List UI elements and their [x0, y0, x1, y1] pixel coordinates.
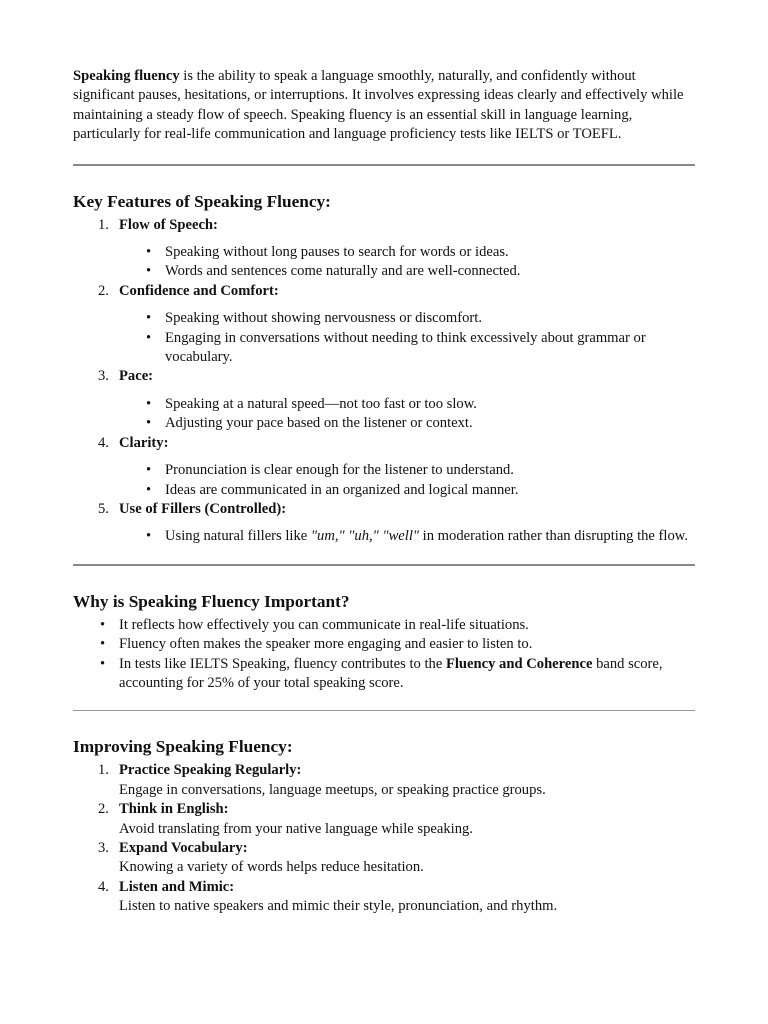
improve-desc: Knowing a variety of words helps reduce hesitation. [119, 859, 424, 876]
list-number: 2. [98, 282, 109, 299]
improve-desc: Listen to native speakers and mimic their style, pronunciation, and rhythm. [119, 898, 558, 915]
list-number: 3. [98, 839, 109, 856]
list-number: 1. [98, 762, 109, 779]
bullet-icon: • [100, 616, 106, 633]
list-item: • Adjusting your pace based on the listener or context. [165, 414, 695, 433]
list-item: • Words and sentences come naturally and are well-connected. [165, 262, 695, 281]
feature-item [73, 282, 695, 368]
improve-item [73, 878, 695, 917]
bullet-icon: • [146, 395, 152, 412]
bullet-icon: • [100, 655, 106, 672]
divider [73, 710, 695, 711]
feature-points [119, 461, 695, 500]
list-item: • It reflects how effectively you can communicate in real-life situations. [119, 616, 699, 635]
list-item: • Pronunciation is clear enough for the listener to understand. [165, 461, 695, 480]
bullet-icon: • [100, 636, 106, 653]
bullet-icon: • [146, 528, 152, 545]
improve-item [73, 761, 695, 800]
features-heading: Key Features of Speaking Fluency: [73, 191, 331, 211]
list-item: • Ideas are communicated in an organized and logical manner. [165, 481, 695, 500]
bullet-icon: • [146, 263, 152, 280]
list-item: • Speaking at a natural speed—not too fast or too slow. [165, 395, 695, 414]
feature-title: Flow of Speech: [119, 216, 218, 233]
feature-item [73, 434, 695, 500]
bullet-icon: • [146, 415, 152, 432]
list-item: • Speaking without showing nervousness or discomfort. [165, 309, 695, 328]
divider [73, 164, 695, 166]
feature-points [119, 243, 695, 282]
feature-title: Clarity: [119, 434, 169, 451]
feature-points [119, 527, 695, 546]
feature-title: Use of Fillers (Controlled): [119, 500, 287, 517]
divider [73, 564, 695, 566]
list-item: • In tests like IELTS Speaking, fluency contributes to the Fluency and Coherence band score, accounting for 25% of your total speaking score. [100, 655, 663, 691]
improve-title: Listen and Mimic: [119, 878, 235, 895]
list-item: • Fluency often makes the speaker more engaging and easier to listen to. [119, 635, 699, 654]
improve-item [73, 800, 695, 839]
list-number: 4. [98, 434, 109, 451]
feature-points [119, 309, 695, 367]
list-item: • Using natural fillers like "um," "uh," "well" in moderation rather than disrupting the flow. [165, 527, 695, 546]
feature-item [73, 367, 695, 433]
features-list [73, 216, 695, 547]
feature-item [73, 500, 695, 547]
why-heading: Why is Speaking Fluency Important? [73, 591, 350, 611]
improve-title: Think in English: [119, 801, 229, 818]
list-number: 4. [98, 878, 109, 895]
fluency-coherence-term: Fluency and Coherence [445, 655, 593, 672]
why-list [73, 616, 699, 694]
list-number: 2. [98, 801, 109, 818]
intro-term: Speaking fluency [73, 68, 180, 84]
improve-list [73, 761, 695, 916]
bullet-icon: • [146, 244, 152, 261]
feature-title: Confidence and Comfort: [119, 282, 279, 299]
intro-paragraph [73, 67, 688, 145]
list-number: 3. [98, 368, 109, 385]
feature-item [73, 216, 695, 282]
list-number: 5. [98, 500, 109, 517]
feature-title: Pace: [119, 368, 154, 385]
improve-item [73, 839, 695, 878]
bullet-icon: • [146, 310, 152, 327]
list-number: 1. [98, 216, 109, 233]
list-item: • Speaking without long pauses to search for words or ideas. [165, 243, 695, 262]
improve-title: Practice Speaking Regularly: [119, 762, 302, 779]
improve-heading: Improving Speaking Fluency: [73, 737, 293, 757]
bullet-icon: • [146, 329, 152, 346]
filler-examples: "um," "uh," "well" [310, 528, 420, 545]
feature-points [119, 395, 695, 434]
improve-desc: Engage in conversations, language meetups, or speaking practice groups. [119, 781, 546, 798]
bullet-icon: • [146, 462, 152, 479]
intro-text: is the ability to speak a language smoothly, naturally, and confidently without significant pauses, hesitations, or interruptions. It involves expressing ideas clearly and effectively while maintaining a steady flow of speech. Speaking fluency is an essential skill in language learning, particularly for real-life communication and language proficiency tests like IELTS or TOEFL. [73, 68, 684, 143]
bullet-icon: • [146, 481, 152, 498]
improve-title: Expand Vocabulary: [119, 839, 248, 856]
list-item: • Engaging in conversations without needing to think excessively about grammar or vocabulary. [146, 329, 646, 366]
improve-desc: Avoid translating from your native language while speaking. [119, 820, 473, 837]
